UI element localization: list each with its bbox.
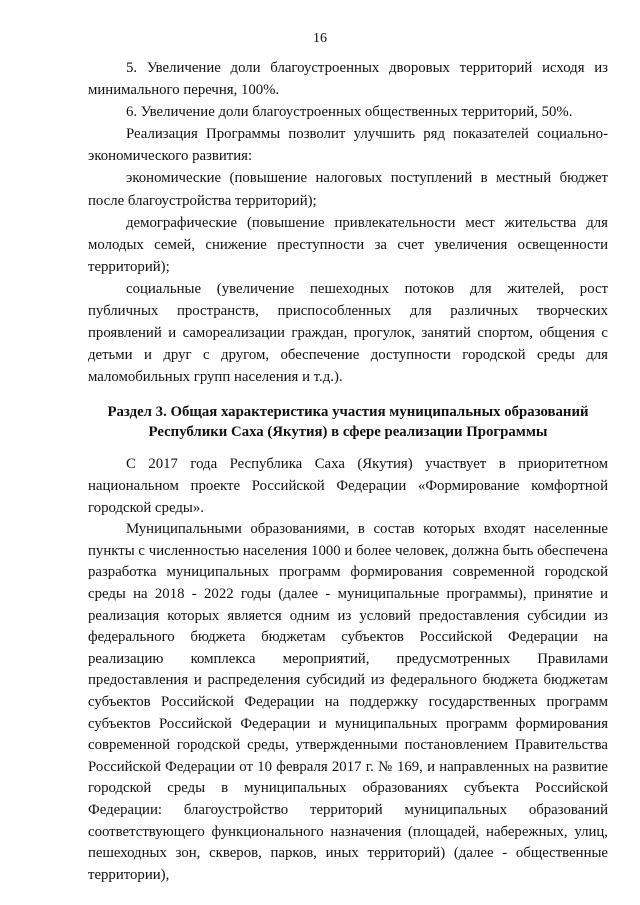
paragraph-social: социальные (увеличение пешеходных потоков для жителей, рост публичных пространств, приспособленных для различных творческих проявлений и самореализации граждан, прогулок, занятий спортом, общения с детьми и друг с другом, обеспечение доступности городской среды для маломобильных групп населения и т.д.). xyxy=(88,280,608,386)
section-heading: Раздел 3. Общая характеристика участия муниципальных образований Республики Саха (Якутия) в сфере реализации Программы xyxy=(107,404,589,441)
paragraph-item-5: 5. Увеличение доли благоустроенных дворовых территорий исходя из минимального перечня, 100%. xyxy=(88,60,608,99)
paragraph-municipal-programs: Муниципальными образованиями, в состав которых входят населенные пункты с численностью населения 1000 и более человек, должна быть обеспечена разработка муниципальных программ формирования современной городской среды на 2018 - 2022 годы (далее - муниципальные программы), принятие и реализация которых является одним из условий предоставления субсидии из федерального бюджета бюджетам субъектов Российской Федерации на реализацию комплекса мероприятий, предусмотренных Правилами предоставления и распределения субсидий из федерального бюджета бюджетам субъектов Российской Федерации на поддержку государственных программ субъектов Российской Федерации и муниципальных программ формирования современной городской среды, утвержденными постановлением Правительства Российской Федерации от 10 февраля 2017 г. № 169, и направленных на развитие городской среды в муниципальных образованиях субъекта Российской Федерации: благоустройство территорий муниципальных образований соответствующего функционального назначения (площадей, набережных, улиц, пешеходных зон, скверов, парков, иных территорий) (далее - общественные территории), xyxy=(88,521,608,883)
paragraph-since-2017: С 2017 года Республика Саха (Якутия) участвует в приоритетном национальном проекте Российской Федерации «Формирование комфортной городской среды». xyxy=(88,456,608,516)
paragraph-program-effects: Реализация Программы позволит улучшить ряд показателей социально-экономического развития: xyxy=(88,126,608,165)
page-number: 16 xyxy=(313,31,327,46)
paragraph-economic: экономические (повышение налоговых поступлений в местный бюджет после благоустройства территорий); xyxy=(88,170,608,209)
paragraph-demographic: демографические (повышение привлекательности мест жительства для молодых семей, снижение преступности за счет увеличения освещенности территорий); xyxy=(88,214,608,275)
body-text xyxy=(88,57,608,886)
paragraph-item-6: 6. Увеличение доли благоустроенных общественных территорий, 50%. xyxy=(126,104,573,121)
